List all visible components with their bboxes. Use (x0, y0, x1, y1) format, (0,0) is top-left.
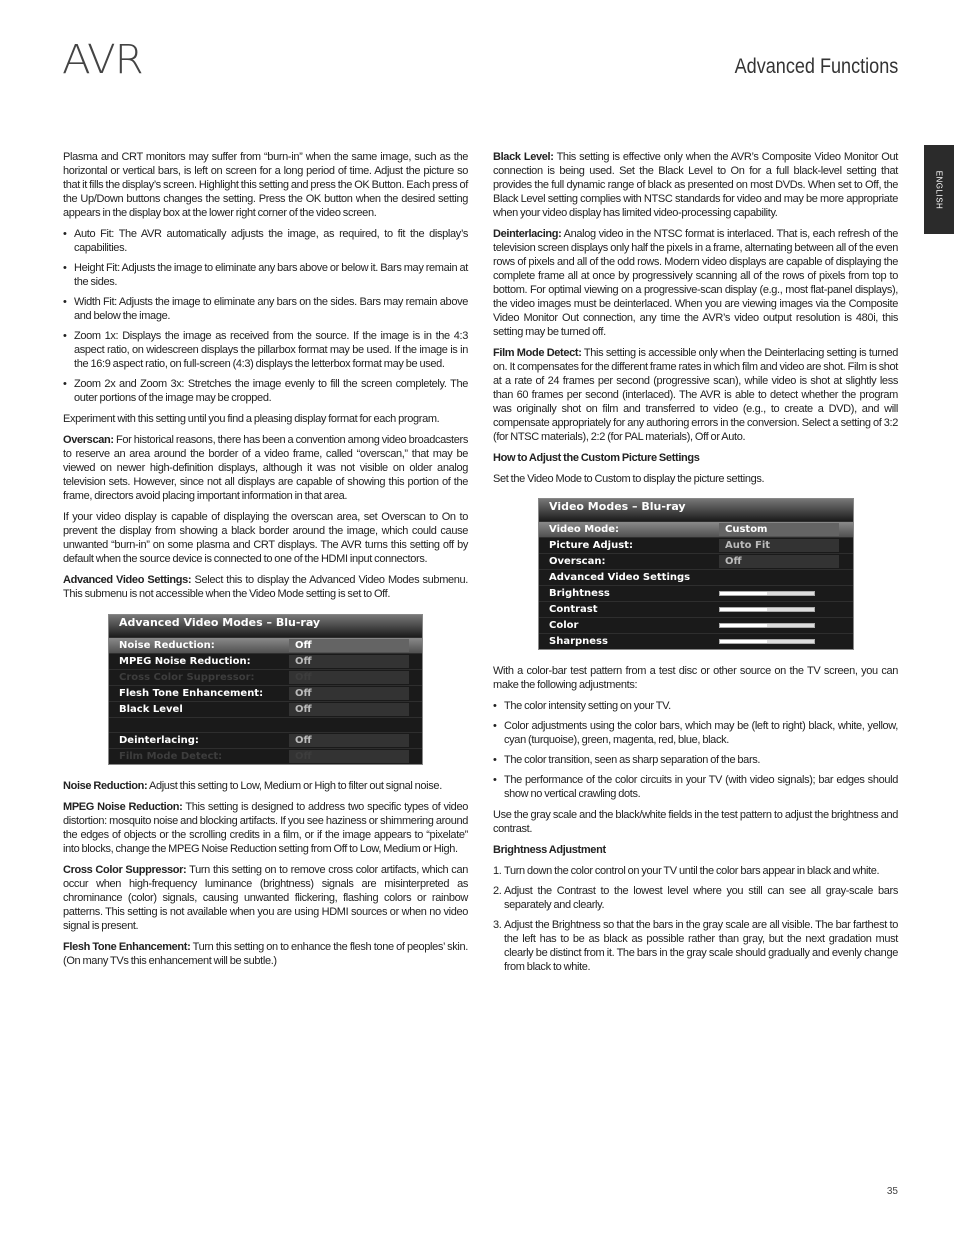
list-item: • The color intensity setting on your TV. (493, 699, 898, 713)
black-level-term: Black Level: (493, 151, 554, 163)
list-item: • Color adjustments using the color bars, which may be (left to right) black, white, yellow, cyan (turquoise), green, magenta, red, blue, black. (493, 719, 898, 747)
menu-row-film-mode-detect (109, 748, 422, 764)
list-item: • Zoom 1x: Displays the image as received from the source. If the image is in the 4:3 aspect ratio, on widescreen displays the pillarbox format may be used. If the image is in the 16:9 aspect ratio, on full-screen (4:3) displays the letterbox format may be used. (63, 329, 468, 371)
menu-row-black-level[interactable] (109, 701, 422, 717)
deinterlacing-paragraph (493, 227, 898, 339)
menu-row-value: Off (289, 703, 409, 716)
film-mode-term: Film Mode Detect: (493, 347, 582, 359)
menu-row-brightness[interactable] (539, 585, 853, 601)
right-column (493, 150, 898, 981)
menu-row-label: Advanced Video Settings (549, 572, 691, 583)
slider-fill (720, 592, 767, 595)
menu-row-label: Overscan: (549, 556, 606, 567)
list-item: • Zoom 2x and Zoom 3x: Stretches the image evenly to fill the screen completely. The outer portions of the image may be cropped. (63, 377, 468, 405)
black-level-paragraph (493, 150, 898, 220)
overscan-paragraph-2: If your video display is capable of displaying the overscan area, set Overscan to On to prevent the display from showing a black border around the image, which could cause unwanted “burn-in” on some plasma and CRT displays. The AVR turns this setting off by default when the source device is connected to one of the HDMI input connectors. (63, 511, 468, 565)
menu-row-label: Black Level (119, 704, 183, 715)
list-item: • The color transition, seen as sharp separation of the bars. (493, 753, 898, 767)
list-item (493, 918, 898, 974)
brightness-steps (493, 864, 898, 974)
menu-row-value: Off (289, 671, 409, 684)
experiment-paragraph: Experiment with this setting until you find a pleasing display format for each program. (63, 413, 440, 425)
menu-row-value: Off (289, 687, 409, 700)
menu-row-label: Color (549, 620, 579, 631)
menu-row-label: Video Mode: (549, 524, 620, 535)
menu-row-value: Off (719, 555, 839, 568)
intro-paragraph: Plasma and CRT monitors may suffer from “burn-in” when the same image, such as the horizontal or vertical bars, is left on screen for a long period of time. Adjust the picture so that it fills the display’s screen. Highlight this setting and press the OK Button. Each press of the Up/Down buttons changes the setting. Press the OK button when the desired setting appears in the display box at the lower right corner of the video screen. (63, 151, 468, 219)
menu-row-label: Film Mode Detect: (119, 751, 223, 762)
menu-row-advanced-video-settings[interactable] (539, 569, 853, 585)
menu-row-value: Off (289, 655, 409, 668)
menu-spacer-row (109, 717, 422, 732)
step-number: 2. (493, 885, 502, 897)
list-item (493, 864, 898, 878)
noise-reduction-paragraph (63, 779, 468, 793)
menu-row-value: Auto Fit (719, 539, 839, 552)
custom-picture-heading: How to Adjust the Custom Picture Settings (493, 452, 700, 464)
contrast-slider[interactable] (719, 607, 815, 612)
menu-row-overscan[interactable] (539, 553, 853, 569)
list-item: • Auto Fit: The AVR automatically adjusts the image, as required, to fit the display’s capabilities. (63, 227, 468, 255)
adjustments-list (493, 699, 898, 801)
overscan-term: Overscan: (63, 434, 114, 446)
flesh-tone-text: Turn this setting on to enhance the flesh tone of peoples’ skin. (On many TVs this enhancement will be subtle.) (63, 941, 469, 967)
menu-row-flesh-tone-enhancement[interactable] (109, 685, 422, 701)
menu-row-value: Off (289, 734, 409, 747)
advanced-settings-paragraph (63, 573, 468, 601)
menu-title: Advanced Video Modes – Blu-ray (109, 615, 422, 637)
brightness-adjustment-heading: Brightness Adjustment (493, 844, 606, 856)
advanced-settings-term: Advanced Video Settings: (63, 574, 192, 586)
menu-row-label: Noise Reduction: (119, 640, 215, 651)
mpeg-term: MPEG Noise Reduction: (63, 801, 183, 813)
menu-row-label: Contrast (549, 604, 598, 615)
menu-row-value: Custom (719, 523, 839, 536)
language-tab (924, 145, 954, 234)
menu-row-deinterlacing[interactable] (109, 732, 422, 748)
mpeg-paragraph (63, 800, 468, 856)
slider-fill (720, 624, 767, 627)
advanced-settings-text: Select this to display the Advanced Video Modes submenu. This submenu is not accessible when the Video Mode setting is set to Off. (63, 574, 469, 600)
step-text: Turn down the color control on your TV until the color bars appear in black and white. (504, 865, 880, 877)
overscan-paragraph (63, 433, 468, 503)
step-number: 1. (493, 865, 502, 877)
menu-row-value: Off (289, 639, 409, 652)
menu-row-label: Picture Adjust: (549, 540, 633, 551)
language-tab-label: ENGLISH (934, 170, 944, 209)
picture-adjust-list (63, 227, 468, 405)
flesh-tone-term: Flesh Tone Enhancement: (63, 941, 191, 953)
cross-color-term: Cross Color Suppressor: (63, 864, 187, 876)
flesh-tone-paragraph (63, 940, 468, 968)
color-slider[interactable] (719, 623, 815, 628)
overscan-text: For historical reasons, there has been a convention among video broadcasters to reserve an area around the border of a video frame, called “overscan,” that may be viewed on newer high-definition displays, although it was not visible on older analog television sets. However, since not all displays are capable of showing this portion of the frame, directors avoid placing important information in that area. (63, 434, 468, 502)
menu-title: Video Modes – Blu-ray (539, 499, 853, 521)
menu-row-label: Cross Color Suppressor: (119, 672, 255, 683)
step-number: 3. (493, 919, 502, 931)
black-level-text: This setting is effective only when the AVR’s Composite Video Monitor Out connection is being used. Set the Black Level to On for a full black-level setting that provides the full dynamic range of black as presented on most DVDs. When set to Off, the Black Level setting complies with NTSC standards for video and may be more appropriate when your video display has limited video-processing capability. (493, 151, 898, 219)
page-number: 35 (886, 1186, 898, 1197)
menu-row-color[interactable] (539, 617, 853, 633)
slider-fill (720, 608, 767, 611)
gray-scale-paragraph: Use the gray scale and the black/white fields in the test pattern to adjust the brightness and contrast. (493, 809, 898, 835)
menu-row-video-mode[interactable] (539, 521, 853, 537)
menu-row-label: MPEG Noise Reduction: (119, 656, 251, 667)
brightness-slider[interactable] (719, 591, 815, 596)
step-text: Adjust the Brightness so that the bars in the gray scale are all visible. The bar farthest to the left has to be as black as possible rather than gray, but the next gradation must clearly be distinct from it. The bars in the gray scale should gradually and evenly change from black to white. (504, 919, 898, 973)
menu-row-cross-color-suppressor (109, 669, 422, 685)
noise-reduction-text: Adjust this setting to Low, Medium or High to filter out signal noise. (147, 780, 442, 792)
avr-logo: AVR (62, 37, 143, 83)
film-mode-paragraph (493, 346, 898, 444)
deinterlacing-text: Analog video in the NTSC format is interlaced. That is, each refresh of the television screen displays only half the pixels in a frame, alternating between all of the even rows of pixels and all of the odd rows. Modern video displays are capable of displaying the complete frame all at once by progressively scanning all of the rows of pixels from top to bottom. For optimal viewing on a progressive-scan display (e.g., most flat-panel displays), the video images must be deinterlaced. When you are viewing images via the Composite Video Monitor Out connection, any time the AVR’s video output resolution is 480i, this setting may be turned off. (493, 228, 898, 338)
advanced-video-modes-menu (108, 614, 423, 765)
film-mode-text: This setting is accessible only when the Deinterlacing setting is turned on. It compensates for the different frame rates in which film and video are shot. Film is shot at a rate of 24 frames per second (progressive scan), while video is shot at slightly less than 60 frames per second (interlaced). The AVR is able to detect whether the program was originally shot on film and transferred to video (e.g., to create a DVD), and will compensate appropriately for any authoring errors in the conversion. Select a setting of 3:2 (for NTSC materials), 2:2 (for PAL materials), Off or Auto. (493, 347, 899, 443)
sharpness-slider[interactable] (719, 639, 815, 644)
menu-row-picture-adjust[interactable] (539, 537, 853, 553)
mpeg-text: This setting is designed to address two specific types of video distortion: mosquito noise and blocking artifacts. If you see haziness or shimmering around the edges of objects or the scrolling credits in a film, or if the image appears to “pixelate” into blocks, change the MPEG Noise Reduction setting from Off to Low, Medium or High. (63, 801, 468, 855)
color-bar-paragraph: With a color-bar test pattern from a test disc or other source on the TV screen, you can make the following adjustments: (493, 665, 898, 691)
list-item: • Width Fit: Adjusts the image to eliminate any bars on the sides. Bars may remain above and below the image. (63, 295, 468, 323)
list-item: • Height Fit: Adjusts the image to eliminate any bars above or below it. Bars may remain at the sides. (63, 261, 468, 289)
cross-color-text: Turn this setting on to remove cross color artifacts, which can occur when high-frequency luminance (brightness) signals are misinterpreted as chrominance (color) signals, causing unwanted flickering, flashing colors or rainbow patterns. This setting is not available when you are using HDMI sources or when no video signal is present. (63, 864, 468, 932)
cross-color-paragraph (63, 863, 468, 933)
list-item: • The performance of the color circuits in your TV (with video signals); bar edges should show no vertical crawling dots. (493, 773, 898, 801)
menu-row-sharpness[interactable] (539, 633, 853, 649)
list-item (493, 884, 898, 912)
menu-row-label: Sharpness (549, 636, 608, 647)
menu-row-value: Off (289, 750, 409, 763)
menu-row-mpeg-noise-reduction[interactable] (109, 653, 422, 669)
left-column (63, 150, 468, 975)
menu-row-label: Deinterlacing: (119, 735, 199, 746)
custom-picture-text: Set the Video Mode to Custom to display the picture settings. (493, 473, 765, 485)
deinterlacing-term: Deinterlacing: (493, 228, 562, 240)
step-text: Adjust the Contrast to the lowest level where you still can see all gray-scale bars separately and clearly. (504, 885, 898, 911)
slider-fill (720, 640, 767, 643)
menu-row-noise-reduction[interactable] (109, 637, 422, 653)
noise-reduction-term: Noise Reduction: (63, 780, 148, 792)
menu-row-contrast[interactable] (539, 601, 853, 617)
menu-row-label: Flesh Tone Enhancement: (119, 688, 264, 699)
section-title: Advanced Functions (734, 55, 898, 78)
menu-row-label: Brightness (549, 588, 610, 599)
video-modes-menu (538, 498, 854, 650)
